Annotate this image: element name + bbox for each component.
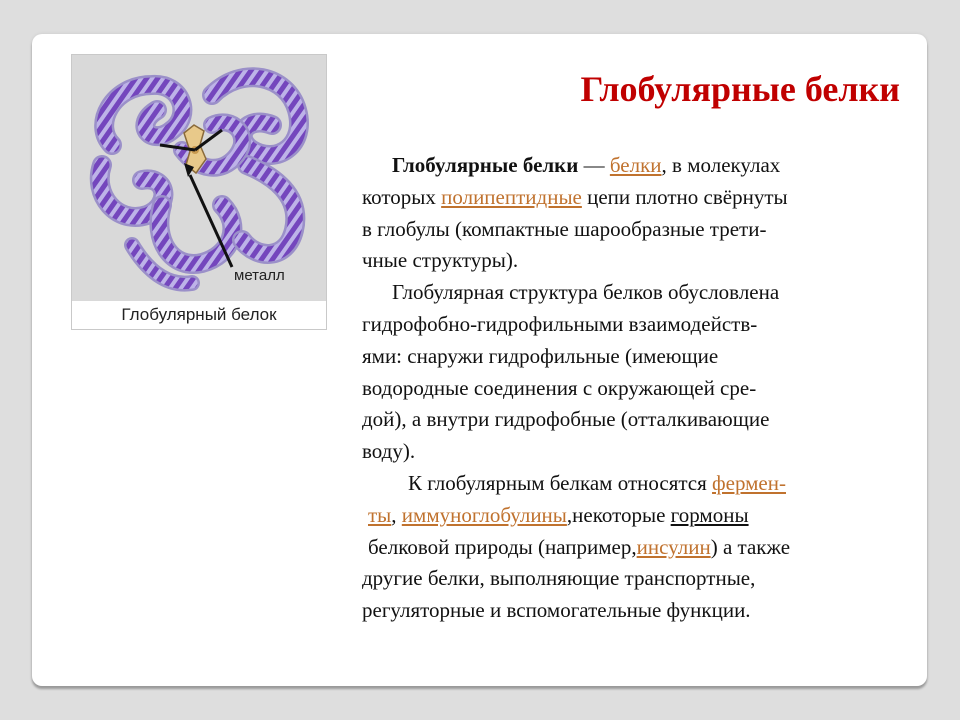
- link-polypeptide[interactable]: полипептидные: [441, 184, 582, 209]
- link-enzymes[interactable]: фермен-: [712, 470, 786, 495]
- link-proteins[interactable]: белки: [609, 153, 662, 177]
- text-line: К глобулярным белкам относятся фермен-: [408, 470, 786, 495]
- term: Глобулярные белки: [392, 153, 579, 177]
- link-enzymes-cont[interactable]: ты: [368, 502, 392, 527]
- text-line: ты, иммуноглобулины,некоторые гормоны: [368, 502, 749, 527]
- text-line: дой), а внутри гидрофобные (отталкивающие: [362, 407, 770, 432]
- text-line: которых полипептидные цепи плотно свёрнуты: [362, 184, 788, 209]
- text-line: белковой природы (например,инсулин) а также: [368, 534, 791, 559]
- text-line: чные структуры).: [362, 248, 519, 273]
- text-line: в глобулы (компактные шарообразные трети-: [362, 216, 767, 241]
- body-text: [362, 150, 912, 627]
- link-hormones[interactable]: гормоны: [670, 502, 749, 527]
- link-immunoglobulins[interactable]: иммуноглобулины: [401, 502, 567, 527]
- text-line: воду).: [362, 439, 416, 464]
- figure-caption: Глобулярный белок: [72, 301, 326, 329]
- protein-figure: [71, 54, 327, 330]
- page-title: Глобулярные белки: [580, 69, 900, 109]
- text-line: другие белки, выполняющие транспортные,: [362, 566, 756, 591]
- text-line: Глобулярные белки — белки, в молекулах: [392, 153, 781, 177]
- text-line: Глобулярная структура белков обусловлена: [392, 280, 780, 305]
- metal-label: металл: [234, 267, 285, 284]
- link-insulin[interactable]: инсулин: [636, 534, 711, 559]
- text-line: гидрофобно-гидрофильными взаимодейств-: [362, 311, 758, 336]
- text-line: водородные соединения с окружающей сре-: [362, 375, 757, 400]
- text-line: регуляторные и вспомогательные функции.: [362, 598, 751, 623]
- text-line: ями: снаружи гидрофильные (имеющие: [362, 343, 719, 368]
- protein-ribbon-illustration: [72, 55, 326, 301]
